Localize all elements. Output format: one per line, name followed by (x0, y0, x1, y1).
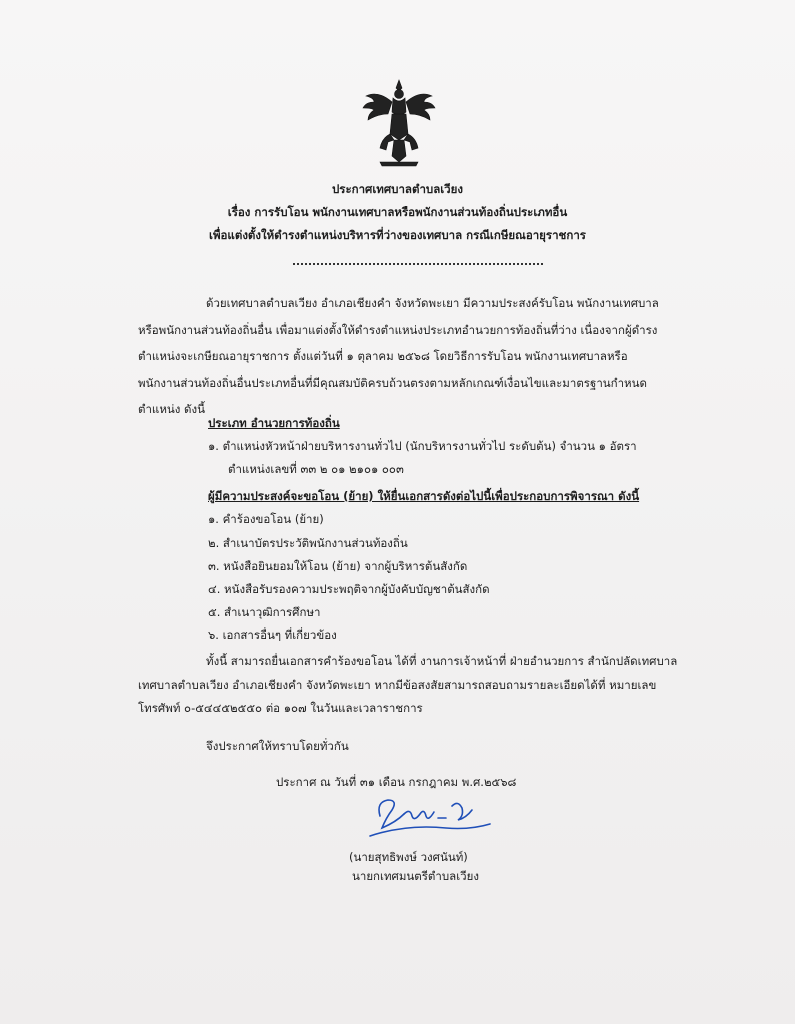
announcement-subject: เรื่อง การรับโอน พนักงานเทศบาลหรือพนักงานส่วนท้องถิ่นประเภทอื่น (227, 205, 568, 219)
document-item: ๓. หนังสือยินยอมให้โอน (ย้าย) จากผู้บริหารต้นสังกัด (208, 559, 468, 573)
handwritten-signature (366, 788, 496, 846)
document-item: ๒. สำเนาบัตรประวัติพนักงานส่วนท้องถิ่น (208, 536, 408, 550)
intro-line: ตำแหน่งจะเกษียณอายุราชการ ตั้งแต่วันที่ ๑ ตุลาคม ๒๕๖๘ โดยวิธีการรับโอน พนักงานเทศบาลหรือ (138, 349, 628, 363)
intro-line: หรือพนักงานส่วนท้องถิ่นอื่น เพื่อมาแต่งตั้งให้ดำรงตำแหน่งประเภทอำนวยการท้องถิ่นที่ว่าง เนื่องจากผู้ดำรง (138, 323, 658, 337)
signer-title: นายกเทศมนตรีตำบลเวียง (352, 869, 479, 883)
announcement-title: ประกาศเทศบาลตำบลเวียง (331, 182, 463, 196)
intro-line: ตำแหน่ง ดังนี้ (138, 402, 205, 416)
announcement-date: ประกาศ ณ วันที่ ๓๑ เดือน กรกฎาคม พ.ศ.๒๕๖๘ (276, 775, 517, 789)
closing-statement: จึงประกาศให้ทราบโดยทั่วกัน (206, 739, 349, 753)
section-heading-documents: ผู้มีความประสงค์จะขอโอน (ย้าย) ให้ยื่นเอกสารดังต่อไปนี้เพื่อประกอบการพิจารณา ดังนี้ (208, 489, 640, 503)
intro-line: พนักงานส่วนท้องถิ่นอื่นประเภทอื่นที่มีคุณสมบัติครบถ้วนตรงตามหลักเกณฑ์เงื่อนไขและมาตรฐานกำหนด (138, 376, 647, 390)
position-number-line: ตำแหน่งเลขที่ ๓๓ ๒ ๐๑ ๒๑๐๑ ๐๐๓ (228, 462, 404, 476)
document-item: ๕. สำเนาวุฒิการศึกษา (208, 605, 321, 619)
contact-line: ทั้งนี้ สามารถยื่นเอกสารคำร้องขอโอน ได้ที่ งานการเจ้าหน้าที่ ฝ่ายอำนวยการ สำนักปลัดเทศบาล (206, 654, 678, 668)
document-item: ๑. คำร้องขอโอน (ย้าย) (208, 512, 324, 526)
document-item: ๔. หนังสือรับรองความประพฤติจากผู้บังคับบัญชาต้นสังกัด (208, 582, 490, 596)
garuda-emblem (360, 78, 438, 170)
contact-line: เทศบาลตำบลเวียง อำเภอเชียงคำ จังหวัดพะเยา หากมีข้อสงสัยสามารถสอบถามรายละเอียดได้ที่ หมายเลข (138, 678, 657, 692)
announcement-subtitle: เพื่อแต่งตั้งให้ดำรงตำแหน่งบริหารที่ว่างของเทศบาล กรณีเกษียณอายุราชการ (209, 228, 586, 242)
contact-line: โทรศัพท์ ๐-๕๔๔๕๒๕๕๐ ต่อ ๑๐๗ ในวันและเวลาราชการ (138, 701, 423, 715)
intro-line: ด้วยเทศบาลตำบลเวียง อำเภอเชียงคำ จังหวัดพะเยา มีความประสงค์รับโอน พนักงานเทศบาล (206, 296, 659, 310)
signer-name: (นายสุทธิพงษ์ วงศนันท์) (349, 850, 468, 864)
section-heading-position-type: ประเภท อำนวยการท้องถิ่น (208, 416, 340, 430)
document-item: ๖. เอกสารอื่นๆ ที่เกี่ยวข้อง (208, 628, 337, 642)
position-line: ๑. ตำแหน่งหัวหน้าฝ่ายบริหารงานทั่วไป (นักบริหารงานทั่วไป ระดับต้น) จำนวน ๑ อัตรา (208, 439, 637, 453)
dotted-divider (293, 263, 543, 265)
